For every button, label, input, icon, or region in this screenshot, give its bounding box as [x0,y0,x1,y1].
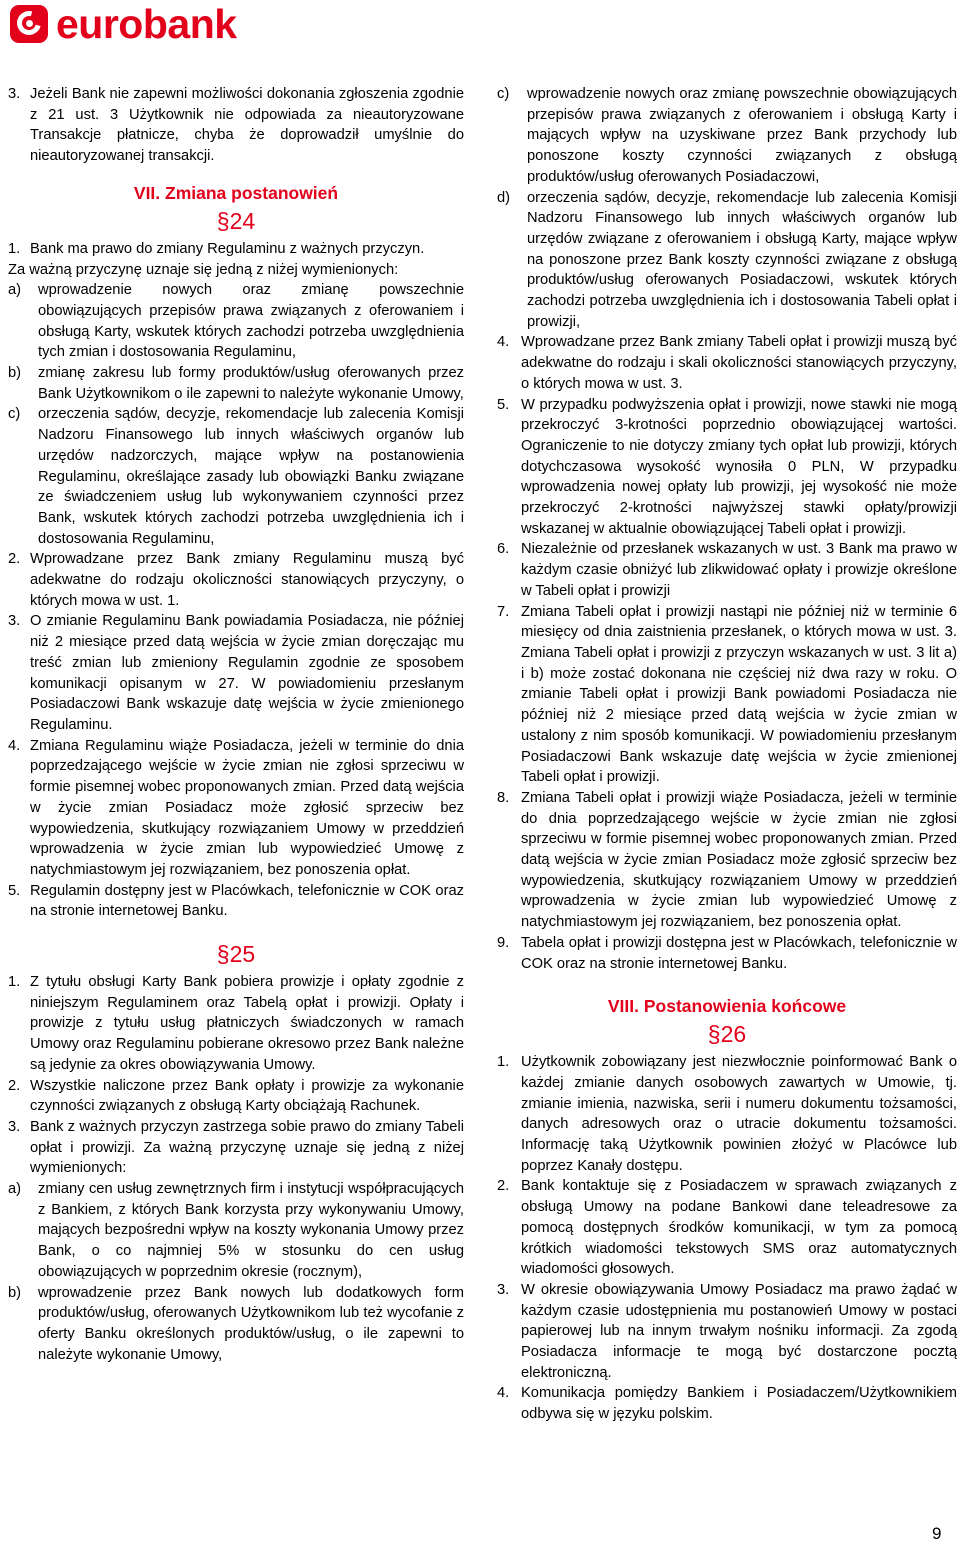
clause: 1. Z tytułu obsługi Karty Bank pobiera prowizje i opłaty zgodnie z niniejszym Regulaminem oraz Tabelą opłat i prowizji. Opłaty i prowizje z tytułu usług płatniczych świadczonych w ramach Umowy oraz Regulaminu pobierane okresowo przez Bank należne są jedynie za okres obowiązywania Umowy. [8,974,464,1073]
left-column [8,84,464,1365]
sub-clause: b) zmianę zakresu lub formy produktów/usług oferowanych przez Bank Użytkownikom o ile zapewni to należyte wykonanie Umowy, [8,365,464,402]
clause: 4. Komunikacja pomiędzy Bankiem i Posiadaczem/Użytkownikiem odbywa się w języku polskim. [497,1385,957,1423]
sub-clause: c) wprowadzenie nowych oraz zmianę powszechnie obowiązujących przepisów prawa związanych z oferowaniem i obsługą Karty i mających wpływ na uzyskiwane przez Bank przychody lub ponoszone koszty czynności związanych z obsługą produktów/usług oferowanych Posiadaczowi, [497,86,957,185]
page-header [0,0,960,60]
clause: 6. Niezależnie od przesłanek wskazanych w ust. 3 Bank ma prawo w każdym czasie obniżyć lub zlikwidować opłaty i prowizje określone w Tabeli opłat i prowizji [497,541,957,599]
clause: 8. Zmiana Tabeli opłat i prowizji wiąże Posiadacza, jeżeli w terminie do dnia poprzedzającego wejście w życie zmian nie zgłosi sprzeciwu w formie pisemnej wobec proponowanych zmian. Przed datą wejścia w życie zmian Posiadacz może zgłosić sprzeciw bez wypowiedzenia, skutkujący rozwiązaniem Umowy w przeddzień wprowadzenia w życie zmian lub wypowiedzieć Umowę z natychmiastowym jej rozwiązaniem, bez ponoszenia opłat. [497,789,957,931]
paragraph-number: §26 [707,1021,747,1048]
clause: 3. W okresie obowiązywania Umowy Posiadacz ma prawo żądać w każdym czasie udostępnienia mu postanowień Umowy w postaci papierowej lub na innym trwałym nośniku informacji. Za zgodą Posiadacza informacje te mogą być dostarczone pocztą elektroniczną. [497,1281,957,1381]
sub-clause: a) wprowadzenie nowych oraz zmianę powszechnie obowiązujących przepisów prawa związanych z oferowaniem i obsługą Karty, wskutek których zachodzi potrzeba uwzględnienia tych zmian i dostosowania Regulaminu, [8,282,464,361]
paragraph-number: §25 [216,941,256,968]
chapter-heading: VII. Zmiana postanowień [133,182,339,203]
sub-clause: c) orzeczenia sądów, decyzje, rekomendacje lub zalecenia Komisji Nadzoru Finansowego lub innych właściwych organów lub urzędów nadzorczych, mające wpływ na postanowienia Regulaminu, określające zasady lub obowiązki Banku związane ze świadczeniem usług lub wykonywaniem czynności przez Bank, wskutek których zachodzi potrzeba uwzględnienia ich i dostosowania Regulaminu, [8,406,464,547]
sub-clause: a) zmiany cen usług zewnętrznych firm i instytucji współpracujących z Bankiem, z których Bank korzysta przy wykonywaniu Umowy, mających bezpośredni wpływ na koszty wykonania Umowy przez Bank, o co najmniej 5% w stosunku do cen usług obowiązujących w poprzednim okresie (rocznym), [8,1181,464,1280]
clause-text: Za ważną przyczynę uznaje się jedną z niżej wymienionych: [8,261,399,278]
eurobank-logo-icon [10,5,48,43]
sub-clause: d) orzeczenia sądów, decyzje, rekomendacje lub zalecenia Komisji Nadzoru Finansowego lub innych właściwych organów lub urzędów związane z oferowaniem i obsługą Karty, mające wpływ na ponoszone przez Bank koszty czynności związane z obsługą produktów/usług oferowanych Posiadaczowi, wskutek których zachodzi potrzeba uwzględnienia ich i dostosowania Tabeli opłat i prowizji, [497,189,957,330]
clause: 3. Bank z ważnych przyczyn zastrzega sobie prawo do zmiany Tabeli opłat i prowizji. Za ważną przyczynę uznaje się jedną z niżej wymienionych: [8,1118,464,1177]
paragraph-number: §24 [216,207,256,234]
clause: 1. Użytkownik zobowiązany jest niezwłocznie poinformować Bank o każdej zmianie danych osobowych zawartych w Umowie, tj. zmianie imienia, nazwiska, serii i numeru dokumentu tożsamości, danych adresowych oraz o utracie dokumentu tożsamości. Informację taką Użytkownik powinien złożyć w Placówce lub poprzez Kanały dostępu. [497,1054,957,1174]
clause: 4. Zmiana Regulaminu wiąże Posiadacza, jeżeli w terminie do dnia poprzedzającego wejście w życie zmian nie zgłosi sprzeciwu w formie pisemnej wobec proponowanych zmian. Przed datą wejścia w życie zmian Posiadacz może zgłosić sprzeciw bez wypowiedzenia, skutkujący rozwiązaniem Umowy w przeddzień wprowadzenia w życie zmian lub wypowiedzieć Umowę z natychmiastowym jej rozwiązaniem, bez ponoszenia opłat. [8,737,464,878]
right-column [497,84,957,1425]
eurobank-logo [10,1,237,47]
chapter-heading: VIII. Postanowienia końcowe [607,996,847,1017]
clause: 3. O zmianie Regulaminu Bank powiadamia Posiadacza, nie później niż 2 miesiące przed datą wejścia w życie zmian doręczając mu treść zmian lub zmieniony Regulamin zgodnie ze sposobem komunikacji opisanym w 27. W powiadomieniu przesłanym Posiadaczowi Bank wskazuje datę wejścia w życie zmienionego Regulaminu. [8,613,464,733]
clause: 7. Zmiana Tabeli opłat i prowizji nastąpi nie później niż w terminie 6 miesięcy od dnia zaistnienia przesłanek, o których mowa w ust. 3. Zmiana Tabeli opłat i prowizji z przyczyn wskazanych w ust. 3 lit a) i b) może zostać dokonana nie częściej niż dwa razy w roku. O zmianie Tabeli opłat i prowizji Bank powiadomi Posiadacza nie później niż 2 miesiące przed datą wejścia w życie zmian w ustalony z nim sposób komunikacji. W powiadomieniu przesłanym Posiadaczowi Bank wskazuje datę wejścia w życie zmienionej Tabeli opłat i prowizji. [497,603,957,786]
clause: 2. Bank kontaktuje się z Posiadaczem w sprawach związanych z obsługą Umowy na podane Bankowi dane teleadresowe za pomocą dostępnych środków komunikacji, w tym za pomocą krótkich wiadomości tekstowych SMS oraz automatycznych wiadomości głosowych. [497,1178,957,1278]
clause: 5. W przypadku podwyższenia opłat i prowizji, nowe stawki nie mogą przekroczyć 3-krotności poprzednio obowiązującej wartości. Ograniczenie to nie dotyczy zmiany tych opłat lub prowizji, których dotychczasowa wysokość wynosiła 0 PLN, W przypadku wprowadzenia nowej opłaty lub prowizji, jej wysokość nie może przekroczyć 2-krotności najwyższej stawki opłaty/prowizji wskazanej w aktualnie obowiązującej Tabeli opłat i prowizji. [497,396,957,537]
clause: 4. Wprowadzane przez Bank zmiany Tabeli opłat i prowizji muszą być adekwatne do rodzaju i skali okoliczności stanowiących przyczyny, o których mowa w ust. 3. [497,334,957,392]
clause: 5. Regulamin dostępny jest w Placówkach, telefonicznie w COK oraz na stronie internetowej Banku. [8,882,464,920]
clause: 2. Wprowadzane przez Bank zmiany Regulaminu muszą być adekwatne do rodzaju okoliczności stanowiących przyczyny, o których mowa w ust. 1. [8,551,464,609]
clause: 1. Bank ma prawo do zmiany Regulaminu z ważnych przyczyn. [8,240,425,257]
clause: 2. Wszystkie naliczone przez Bank opłaty i prowizje za wykonanie czynności związanych z obsługą Karty obciążają Rachunek. [8,1077,464,1115]
sub-clause: b) wprowadzenie przez Bank nowych lub dodatkowych form produktów/usług, oferowanych Użytkownikom lub też wycofanie z oferty Banku określonych produktów/usług, o ile zapewni to należyte wykonanie Umowy, [8,1284,464,1363]
clause-23-3: 3. Jeżeli Bank nie zapewni możliwości dokonania zgłoszenia zgodnie z 21 ust. 3 Użytkownik nie odpowiada za nieautoryzowane Transakcje płatnicze, chyba że doprowadził umyślnie do nieautoryzowanej transakcji. [8,86,464,165]
clause: 9. Tabela opłat i prowizji dostępna jest w Placówkach, telefonicznie w COK oraz na stronie internetowej Banku. [497,934,957,972]
page-number: 9 [932,1524,942,1543]
logo-text: eurobank [56,1,237,47]
